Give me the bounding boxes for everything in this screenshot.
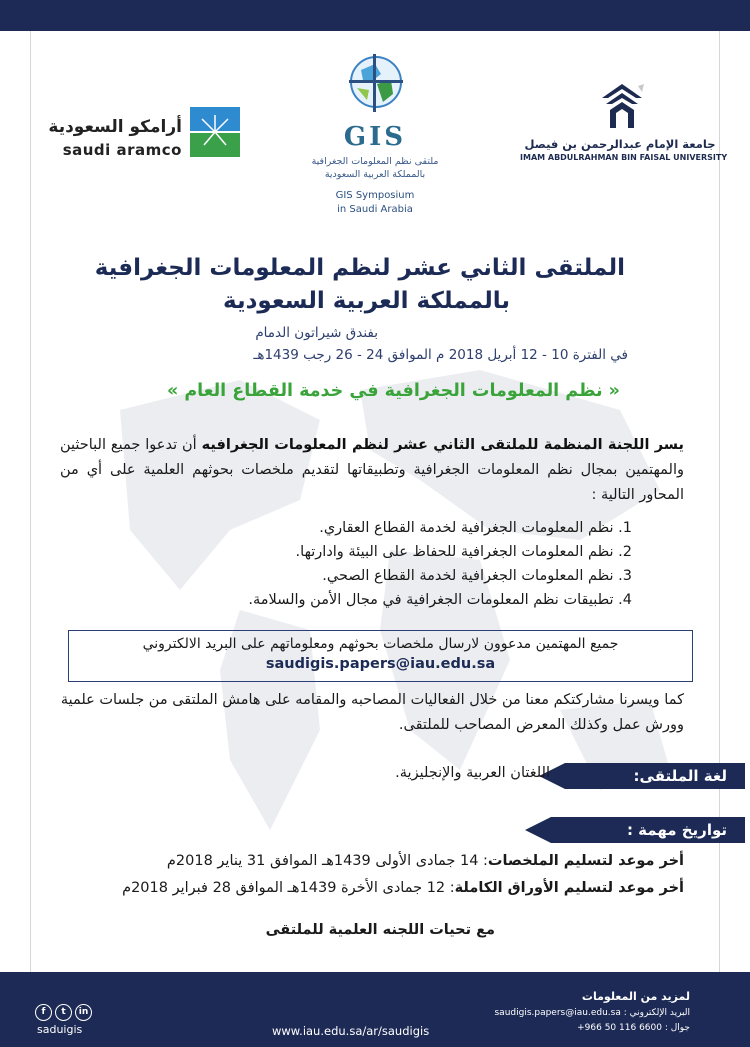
venue-text: بفندق شيراتون الدمام bbox=[255, 325, 378, 341]
gis-name-english-line1: GIS Symposium bbox=[335, 190, 415, 201]
participation-paragraph: كما ويسرنا مشاركتكم معنا من خلال الفعاليات المصاحبه والمقامه على هامش الملتقى من جلسات علمية وورش عمل وكذلك المعرض المصاحب للملتقى. bbox=[60, 692, 684, 733]
iau-logo bbox=[520, 80, 728, 170]
papers-deadline bbox=[122, 880, 684, 896]
theme-text: « نظم المعلومات الجغرافية في خدمة القطاع العام » bbox=[166, 381, 620, 401]
axes-list bbox=[248, 516, 632, 612]
page-title: الملتقى الثاني عشر لنظم المعلومات الجغرافية bbox=[94, 255, 625, 281]
aramco-name-english: saudi aramco bbox=[62, 141, 182, 159]
language-label: لغة الملتقى: bbox=[565, 763, 745, 789]
list-item: 3. نظم المعلومات الجغرافية لخدمة القطاع الصحي. bbox=[322, 568, 632, 584]
gis-mark: GIS bbox=[343, 122, 407, 152]
twitter-icon[interactable]: t bbox=[55, 1004, 72, 1021]
footer-more-info: لمزيد من المعلومات bbox=[581, 990, 690, 1003]
facebook-icon[interactable]: f bbox=[35, 1004, 52, 1021]
top-bar bbox=[0, 0, 750, 31]
submission-text: جميع المهتمين مدعوون لارسال ملخصات بحوثهم ومعلوماتهم على البريد الالكتروني bbox=[142, 636, 619, 652]
footer-email[interactable]: البريد الإلكتروني : saudigis.papers@iau.edu.sa bbox=[494, 1008, 690, 1018]
gis-name-english-line2: in Saudi Arabia bbox=[337, 204, 413, 215]
gis-name-arabic-line2: بالمملكة العربية السعودية bbox=[324, 169, 426, 180]
footer bbox=[0, 972, 750, 1047]
period-text: في الفترة 10 - 12 أبريل 2018 م الموافق 24 - 26 رجب 1439هـ bbox=[253, 347, 628, 363]
page-subtitle: بالمملكة العربية السعودية bbox=[223, 288, 510, 314]
abstracts-deadline-value: : 14 جمادى الأولى 1439هـ الموافق 31 يناير 2018م bbox=[166, 853, 488, 869]
iau-name-arabic: جامعة الإمام عبدالرحمن بن فيصل bbox=[524, 137, 716, 151]
aramco-name-arabic: أرامكو السعودية bbox=[48, 117, 182, 137]
papers-deadline-label: أخر موعد لتسليم الأوراق الكاملة bbox=[454, 880, 684, 896]
iau-name-english: IMAM ABDULRAHMAN BIN FAISAL UNIVERSITY bbox=[520, 153, 728, 162]
list-item: 1. نظم المعلومات الجغرافية لخدمة القطاع العقاري. bbox=[319, 520, 632, 536]
abstracts-deadline-label: أخر موعد لتسليم الملخصات bbox=[487, 853, 684, 869]
abstracts-deadline bbox=[167, 853, 684, 869]
intro-bold: يسر اللجنة المنظمة للملتقى الثاني عشر لنظم المعلومات الجغرافيه bbox=[201, 437, 684, 453]
footer-website-link[interactable]: www.iau.edu.sa/ar/saudigis bbox=[272, 1024, 430, 1038]
gis-symposium-logo bbox=[285, 52, 465, 217]
list-item: 2. نظم المعلومات الجغرافية للحفاظ على البيئة وادارتها. bbox=[295, 544, 632, 560]
iau-emblem-icon bbox=[598, 80, 646, 132]
intro-text: أن تدعوا جميع الباحثين والمهتمين بمجال نظم المعلومات الجغرافية وتطبيقاتها لتقديم ملخصات بحوثهم العلمية على أي من المحاور التالية : bbox=[60, 437, 684, 503]
list-item: 4. تطبيقات نظم المعلومات الجغرافية في مجال الأمن والسلامة. bbox=[248, 592, 632, 608]
globe-icon bbox=[347, 52, 405, 114]
submission-box bbox=[68, 630, 693, 682]
aramco-logo bbox=[48, 105, 240, 160]
language-value: اللغتان العربية والإنجليزية. bbox=[395, 765, 550, 781]
dates-label: تواريخ مهمة : bbox=[551, 817, 745, 843]
social-handle: saduigis bbox=[37, 1023, 83, 1036]
linkedin-icon[interactable]: in bbox=[75, 1004, 92, 1021]
aramco-star-icon bbox=[190, 107, 240, 157]
left-border-line bbox=[30, 31, 31, 972]
intro-paragraph bbox=[60, 433, 684, 508]
social-icons bbox=[35, 999, 105, 1019]
closing-signature: مع تحيات اللجنه العلمية للملتقى bbox=[265, 922, 495, 938]
footer-phone: جوال : 6600 116 50 966+ bbox=[577, 1023, 690, 1033]
submission-email-link[interactable]: saudigis.papers@iau.edu.sa bbox=[265, 656, 496, 672]
papers-deadline-value: : 12 جمادى الأخرة 1439هـ الموافق 28 فبراير 2018م bbox=[122, 880, 455, 896]
gis-name-arabic-line1: ملتقى نظم المعلومات الجغرافية bbox=[311, 156, 439, 167]
